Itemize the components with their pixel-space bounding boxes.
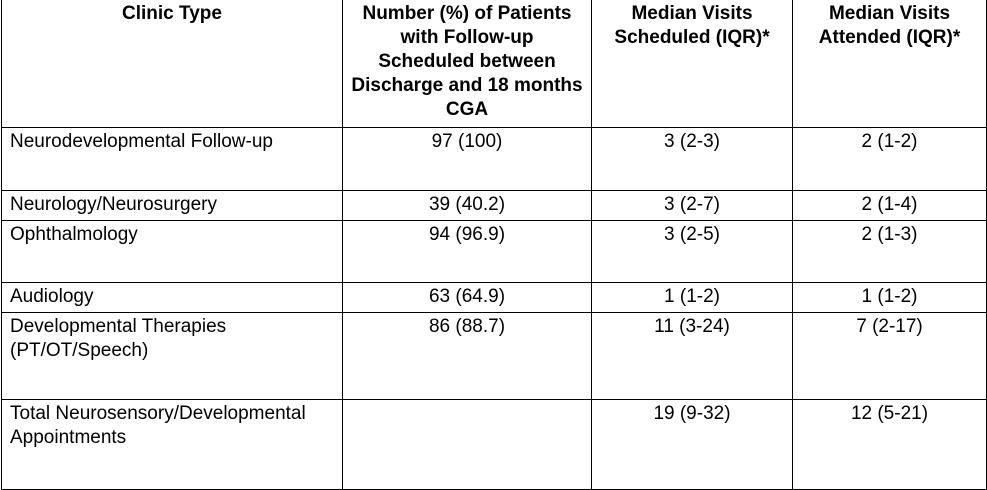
cell-attended: 12 (5-21) <box>793 399 987 489</box>
table-row <box>2 127 987 190</box>
cell-scheduled: 19 (9-32) <box>592 399 793 489</box>
cell-patients: 63 (64.9) <box>343 282 592 312</box>
header-patients-scheduled: Number (%) of Patients with Follow-up Scheduled between Discharge and 18 months CGA <box>343 0 592 127</box>
table-row <box>2 190 987 220</box>
cell-clinic-type: Audiology <box>2 282 343 312</box>
cell-clinic-type: Total Neurosensory/Developmental Appointments <box>2 399 343 489</box>
header-median-scheduled: Median Visits Scheduled (IQR)* <box>592 0 793 127</box>
cell-scheduled: 3 (2-3) <box>592 127 793 190</box>
header-median-attended: Median Visits Attended (IQR)* <box>793 0 987 127</box>
cell-clinic-type: Neurology/Neurosurgery <box>2 190 343 220</box>
follow-up-table <box>1 0 987 490</box>
cell-attended: 2 (1-2) <box>793 127 987 190</box>
table-row <box>2 312 987 399</box>
cell-attended: 1 (1-2) <box>793 282 987 312</box>
cell-clinic-type: Neurodevelopmental Follow-up <box>2 127 343 190</box>
cell-clinic-type: Developmental Therapies (PT/OT/Speech) <box>2 312 343 399</box>
cell-clinic-type: Ophthalmology <box>2 220 343 282</box>
cell-patients <box>343 399 592 489</box>
cell-scheduled: 3 (2-5) <box>592 220 793 282</box>
cell-patients: 94 (96.9) <box>343 220 592 282</box>
cell-attended: 2 (1-3) <box>793 220 987 282</box>
cell-scheduled: 1 (1-2) <box>592 282 793 312</box>
cell-patients: 86 (88.7) <box>343 312 592 399</box>
table-row <box>2 282 987 312</box>
cell-patients: 97 (100) <box>343 127 592 190</box>
cell-patients: 39 (40.2) <box>343 190 592 220</box>
header-clinic-type: Clinic Type <box>2 0 343 127</box>
cell-scheduled: 3 (2-7) <box>592 190 793 220</box>
cell-attended: 2 (1-4) <box>793 190 987 220</box>
header-row <box>2 0 987 127</box>
cell-attended: 7 (2-17) <box>793 312 987 399</box>
table-row <box>2 220 987 282</box>
table-row-total <box>2 399 987 489</box>
cell-scheduled: 11 (3-24) <box>592 312 793 399</box>
